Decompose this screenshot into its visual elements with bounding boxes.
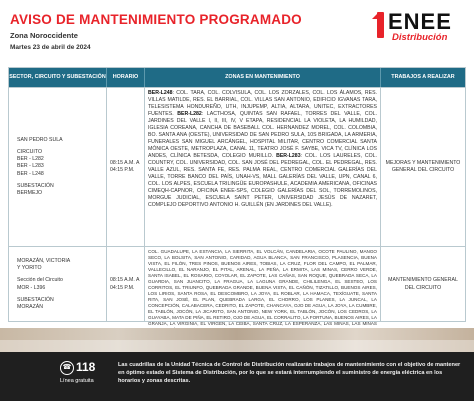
page-title: AVISO DE MANTENIMIENTO PROGRAMADO xyxy=(10,12,302,27)
schedule-end: 04:15 P.M. xyxy=(110,167,135,173)
page-header xyxy=(0,0,474,62)
logo-sub-text: Distribución xyxy=(392,32,448,43)
phone-icon: ☎ xyxy=(60,361,74,375)
enee-logo xyxy=(372,10,468,46)
phone-number: 118 xyxy=(76,360,96,374)
circuit-label: CIRCUITO xyxy=(17,149,42,156)
work-cell xyxy=(381,88,465,246)
zone-circuit-code: BER-L283 xyxy=(276,153,301,160)
date-label: Martes 23 de abril de 2024 xyxy=(10,44,91,51)
table-header xyxy=(9,68,465,87)
zones-cell xyxy=(145,88,381,246)
zone-list: : COL. LOS LAURELES, COL. COUNTRY, COL. UNIVERSIDAD, COL. SAN JOSÉ DEL PEDREGAL, COL. EL PEDREGAL, RES. VALLE AZUL, RES. SANTA FE, RES. PALMA REAL, CENTRO COMERCIAL GALERÍAS DEL VALLE, TORRE BANCO DEL PAÍS, UNAH-VS, MALL GALERÍAS DEL VALLE, UPN, CANAL 6, COL. LOS ALPES, ESCUELA TRILINGÜE EUROPASHULE, ACADEMIA AMERICANA, OFICINAS CIMEQH-CAPNOR, OFICINA ENEE-SPS, COLEGIO GALERÍAS DEL SOL, TORREMOLINOS, MORGUE JUDICIAL, ESCUELA SAINT PETER, UNIVERSIDAD JESÚS DE NAZARET, COMPLEJO DEPORTIVO ANTONIO H. GUILLÉN (EN JARDINES DEL VALLE). xyxy=(148,153,377,209)
column-header-sector: SECTOR, CIRCUITO Y SUBESTACIÓN xyxy=(9,68,107,87)
schedule-cell xyxy=(107,247,145,322)
decorative-photo-strip xyxy=(0,328,474,352)
schedule-start: 08:15 A.M. A xyxy=(110,277,140,284)
substation-name: MORAZÁN xyxy=(17,303,43,310)
sector-cell xyxy=(9,88,107,246)
zones-cell xyxy=(145,247,381,326)
column-header-work: TRABAJOS A REALIZAR xyxy=(391,73,455,80)
sector-name: MORAZÁN, VICTORIA xyxy=(17,258,71,265)
sector-cell xyxy=(9,247,107,322)
column-header-schedule: HORARIO xyxy=(107,68,145,87)
maintenance-table xyxy=(8,67,466,326)
sector-name: Y YORITO xyxy=(17,265,42,272)
substation-name: BERMEJO xyxy=(17,189,43,196)
phone-block xyxy=(60,361,100,391)
substation-label: SUBESTACIÓN xyxy=(17,296,54,303)
schedule-end: 04:15 P.M. xyxy=(110,284,135,291)
logo-main-text: ENEE xyxy=(388,9,452,34)
zone-list: COL. GUADALUPE, LA ESTANCIA, LA SIERRITA, EL VOLCÁN, CANDELARIA, OCOTE PAULINO, MANGO SECO, LA BOLSITA, SAN ANTONIO, CARIDAD, AGUA BLANCA, SAN FRANCISCO, PLASENCIA, BUENA VISTA, EL FILÓN, TRES PINOS, BUENOS AIRES, TOBIAS, LA CRUZ, FLOR DEL CAMPO, EL PALMAR, VALLECILLO, EL NARANJO, EL PITAL, ARENAL, LA PEÑA, LA ERMITA, LAS MINAS, CERRO VERDE, SANTA ISABEL, EL ROSARIO, COYOLAR, EL ZAPOTE, LAS CAÑAS, SAN ROQUE, QUEBRADA SECA, LA GUARDIA, SAN JUANCITO, LA FRAGUA, LA LAGUNA GRANDE, CHILILENGA, EL SESTEO, LOS CORRITOS, EL TRIUNFO, QUEBRADA GRANDE, BUENA VISTA, EL CAÑÓN, TIZATILLO, BUENOS AIRES, LOS LIRIOS, SANTA ROSA, EL DESCOMBRO, LA JOYA, EL ROBLAR, LA HAMACA, TEXÍGUATE, SANTA RITA, SAN JOSÉ, EL PLAN, QUEBRADA LARGA, EL CHORRO, LOS PLANES, LA JUNCAL, LA CONCEPCIÓN, CALABACERA, CEDRITO, EL ZAPOTE, CHANCAYA, OJO DE AGUA, LA JOYA, LA CUMBRE, EL TABLÓN, JOCÓN, LA JICARITO, SAN ANTONIO, NEW YORK, EL TABLÓN, JOCÓN, LOS CEDROS, LA GUAYABA, MATA DE PIÑA, EL RETIRO, OJO DE AGUA, EL CORRALITO, LA FORTUNA, BUENOS AIRES, LA GRANJA, LA VIRGINIA, EL VIRGEN, LA CEIBA, SANTA CRUZ, LA ESPERANZA, LAS MINAS, LAS MINAS xyxy=(148,249,377,326)
schedule-start: 08:15 A.M. A xyxy=(110,159,140,166)
zone-label: Zona Noroccidente xyxy=(10,31,78,40)
column-header-zones: ZONAS EN MANTENIMIENTO xyxy=(145,68,381,87)
zone-list: : COL. TARA, COL. COLVISULA, COL. LOS ZORZALES, COL. LOS ÁLAMOS, RES. VILLAS MATILDE, RES. EL BARRIAL, COL. VILLAS SAN ANTONIO, EDIFICIO IGVANAS TARA, TELESISTEMA HONDUREÑO, UTH, INJUPEMP, ALTIA, ALTARA, UNITEC, EXTRACTORES FUENTES. xyxy=(148,90,377,118)
table-row xyxy=(9,87,465,246)
circuit-label: Sección del Circuito xyxy=(17,277,63,284)
circuit-code: BER - L283 xyxy=(17,163,44,170)
work-description: MANTENIMIENTO GENERAL DEL CIRCUITO xyxy=(388,277,458,291)
work-cell xyxy=(381,247,465,322)
work-description: MEJORAS Y MANTENIMIENTO GENERAL DEL CIRCUITO xyxy=(385,159,461,173)
circuit-code: BER - L248 xyxy=(17,170,44,177)
sector-name: SAN PEDRO SULA xyxy=(17,137,63,144)
zone-circuit-code: BER-L248 xyxy=(148,90,173,96)
circuit-code: MOR - L396 xyxy=(17,284,46,291)
zone-circuit-code: BER-L282 xyxy=(177,111,202,118)
table-row xyxy=(9,246,465,326)
substation-label: SUBESTACIÓN xyxy=(17,182,54,189)
zone-list: : LACTHOSA, QUINTAS SAN RAFAEL, TORRES DEL VALLE, COL. JARDINES DEL VALLE I, II, III, IV, V ETAPA, RESIDENCIAL LA VIOLETA, LA HUMILDAD, IGLESIA COREANA, CANCHA DE BASEBALL COL. HERNANDEZ MOREL, COL. COLOMBIA, BO. SANTA ANA (OESTE), UNIVERSIDAD DE SAN PEDRO SULA, 10S BRIGADA, LA ARMERIA, FUNERALES SAN MIGUEL ARCÁNGEL, HOSPITAL MILITAR, CENTRO COMERCIAL SANTA MÓNICA OESTE, METROPLAZA, CANAL 11, TEATRO JOSÉ F. SAYBE, VICA TV, CLÍNICA LOS ANDES, CLÍNICA BETESDA, COLEGIO MURILLO. xyxy=(148,111,378,160)
schedule-cell xyxy=(107,88,145,246)
footer xyxy=(0,352,474,401)
phone-label: Línea gratuita xyxy=(60,378,94,384)
circuit-code: BER - L282 xyxy=(17,156,44,163)
footer-notice: Las cuadrillas de la Unidad Técnica de Control de Distribución realizarán trabajos de mantenimiento con el objetivo de mantener en óptimo estado el Sistema de Distribución, por lo que se estará interrumpiendo el suministro de energía eléctrica en los horarios y zonas descritas. xyxy=(118,362,461,385)
